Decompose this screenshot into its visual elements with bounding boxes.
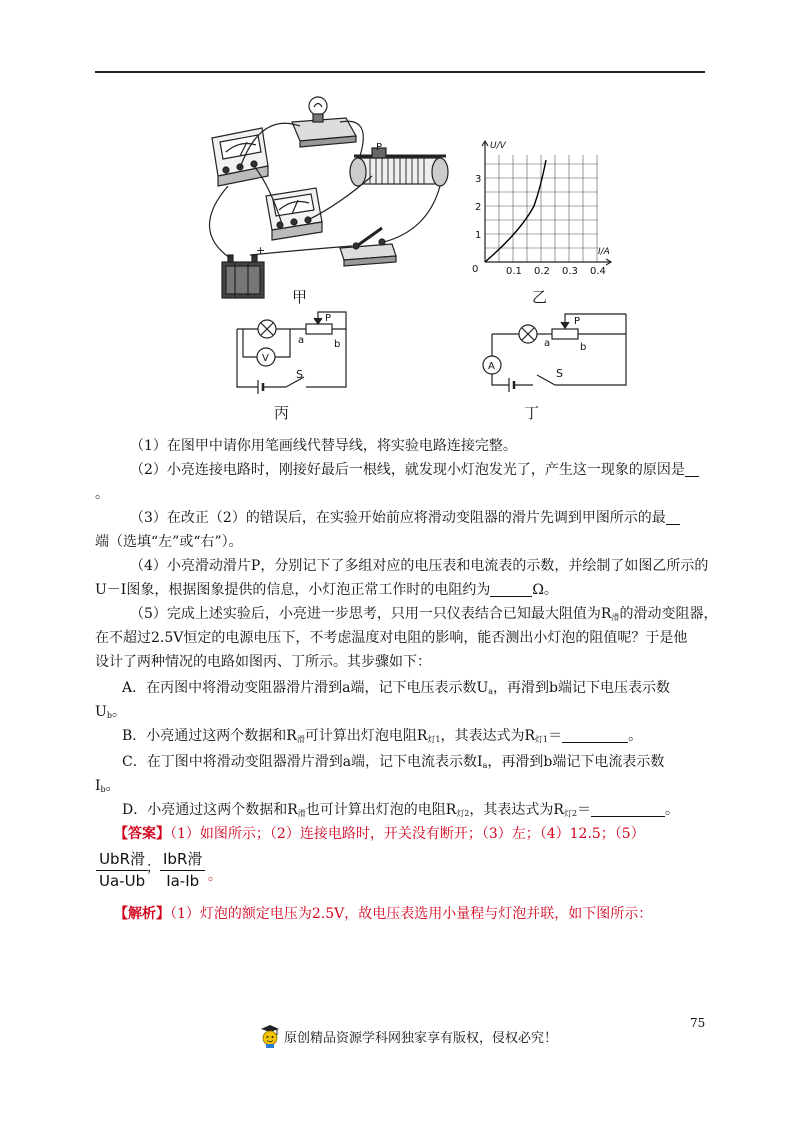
copyright-footer bbox=[258, 1023, 557, 1049]
answer-separator: ； bbox=[146, 860, 160, 876]
graph-y-tick: 2 bbox=[475, 202, 482, 213]
step-a-cont: $U_b$。 bbox=[95, 704, 126, 720]
battery-device bbox=[222, 255, 264, 298]
step-c: C．在丁图中将滑动变阻器滑片滑到a端，记下电流表示数$I_a$，再滑到b端记下电流表示数 bbox=[122, 754, 665, 770]
question-2-cont: 。 bbox=[95, 486, 109, 502]
ding-label-s: S bbox=[556, 367, 563, 380]
apparatus-figure bbox=[209, 97, 448, 298]
answer-end: 。 bbox=[208, 868, 222, 884]
figures-area bbox=[0, 0, 800, 430]
answer-fraction-1: UbR滑 Ua-Ub bbox=[96, 848, 148, 890]
rheostat-device bbox=[350, 148, 448, 186]
switch-device bbox=[340, 228, 396, 266]
ding-meter-a: A bbox=[488, 361, 495, 372]
bing-label-a: a bbox=[298, 335, 305, 346]
apparatus-label-p: P bbox=[376, 142, 383, 153]
footer-text: 原创精品资源学科网独家享有版权，侵权必究！ bbox=[284, 1030, 558, 1046]
ammeter-device bbox=[212, 128, 268, 186]
figure-label-yi: 乙 bbox=[532, 288, 548, 306]
answer-label: 【答案】 bbox=[114, 826, 170, 842]
question-1: （1）在图甲中请你用笔画线代替导线，将实验电路连接完整。 bbox=[130, 438, 517, 454]
question-3-cont: 端（选填“左”或“右”）。 bbox=[95, 534, 243, 550]
page-number: 75 bbox=[690, 1016, 706, 1030]
question-4-cont: U－I图象，根据图象提供的信息，小灯泡正常工作时的电阻约为 Ω。 bbox=[95, 582, 558, 598]
step-b: B．小亮通过这两个数据和$R_滑$可计算出灯泡电阻$R_{灯1}$，其表达式为$R_{灯1}=$ 。 bbox=[122, 728, 643, 744]
bing-label-b: b bbox=[334, 339, 341, 350]
graph-x-tick: 0.1 bbox=[506, 266, 522, 277]
analysis-label: 【解析】 bbox=[114, 906, 170, 922]
bing-meter-v: V bbox=[262, 353, 269, 364]
u-i-graph bbox=[482, 141, 611, 265]
question-3: （3）在改正（2）的错误后，在实验开始前应将滑动变阻器的滑片先调到甲图所示的最 bbox=[130, 506, 740, 530]
svg-text:+: + bbox=[256, 244, 266, 257]
step-d: D．小亮通过这两个数据和$R_滑$也可计算出灯泡的电阻$R_{灯2}$，其表达式为$R_{灯2}=$ 。 bbox=[122, 802, 680, 818]
circuit-ding bbox=[483, 314, 626, 392]
step-c-cont: $I_b$。 bbox=[95, 778, 120, 794]
figure-label-bing: 丙 bbox=[274, 404, 290, 422]
question-5-line3: 设计了两种情况的电路如图丙、丁所示。其步骤如下： bbox=[95, 654, 431, 670]
graph-x-tick: 0.2 bbox=[534, 266, 550, 277]
analysis-line: 【解析】（1）灯泡的额定电压为2.5V，故电压表选用小量程与灯泡并联，如下图所示： bbox=[114, 906, 653, 922]
graph-y-axis-label: U/V bbox=[490, 141, 506, 151]
circuit-bing bbox=[237, 312, 346, 394]
graph-x-tick: 0.3 bbox=[562, 266, 578, 277]
question-4: （4）小亮滑动滑片P，分别记下了多组对应的电压表和电流表的示数，并绘制了如图乙所示的 bbox=[130, 558, 709, 574]
ding-label-p: P bbox=[574, 316, 581, 327]
mascot-icon bbox=[258, 1023, 282, 1049]
question-2: （2）小亮连接电路时，刚接好最后一根线，就发现小灯泡发光了，产生这一现象的原因是 bbox=[130, 458, 740, 482]
answer-fraction-2: IbR滑 Ia-Ib bbox=[160, 848, 205, 890]
figure-label-ding: 丁 bbox=[524, 404, 540, 422]
graph-y-tick: 3 bbox=[475, 174, 482, 185]
ding-label-a: a bbox=[544, 338, 551, 349]
bing-label-p: P bbox=[325, 313, 332, 324]
step-a: A．在丙图中将滑动变阻器滑片滑到a端，记下电压表示数$U_a$，再滑到b端记下电压表示数 bbox=[122, 680, 671, 696]
question-5: （5）完成上述实验后，小亮进一步思考，只用一只仪表结合已知最大阻值为$R_滑$的滑动变阻器， bbox=[130, 606, 718, 622]
graph-origin: 0 bbox=[472, 264, 479, 275]
bulb-device bbox=[292, 97, 356, 147]
ding-label-b: b bbox=[580, 342, 587, 353]
question-5-line2: 在不超过2.5V恒定的电源电压下，不考虑温度对电阻的影响，能否测出小灯泡的阻值呢？于是他 bbox=[95, 630, 688, 646]
graph-x-axis-label: I/A bbox=[598, 247, 610, 257]
graph-y-tick: 1 bbox=[475, 230, 482, 241]
bing-label-s: S bbox=[296, 368, 303, 381]
answer-line: 【答案】（1）如图所示；（2）连接电路时，开关没有断开；（3）左；（4）12.5；（5） bbox=[114, 826, 645, 842]
figure-label-jia: 甲 bbox=[292, 288, 308, 306]
graph-x-tick: 0.4 bbox=[590, 266, 606, 277]
voltmeter-device bbox=[266, 188, 322, 240]
